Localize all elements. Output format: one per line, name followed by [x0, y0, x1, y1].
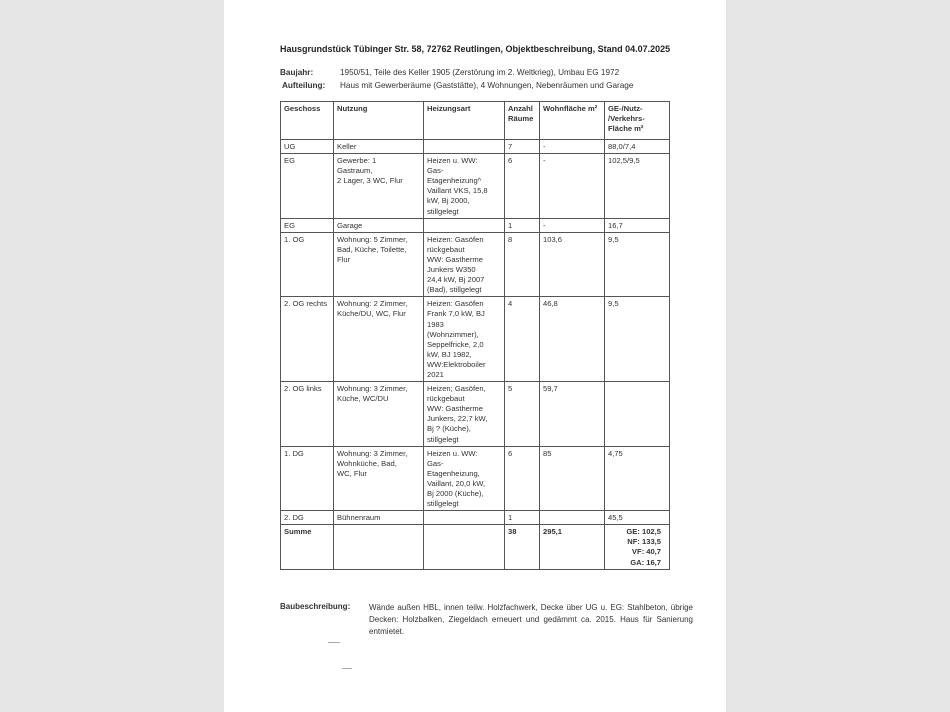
aufteilung-value: Haus mit Gewerberäume (Gaststätte), 4 Wohnungen, Nebenräumen und Garage	[340, 81, 634, 90]
cell-heizungsart: Heizen: Gasöfen Frank 7,0 kW, BJ 1983 (Wohnzimmer), Seppelfricke, 2,0 kW, BJ 1982, WW:Elektroboiler 2021	[424, 297, 505, 382]
table-row	[281, 297, 670, 382]
cell-nutzflaeche: 16,7	[605, 218, 670, 232]
cell-heizungsart: Heizen u. WW: Gas- Etagenheizung, Vaillant, 20,0 kW, Bj 2000 (Küche), stillgelegt	[424, 446, 505, 511]
document-heading: Hausgrundstück Tübinger Str. 58, 72762 Reutlingen, Objektbeschreibung, Stand 04.07.2025	[280, 44, 671, 54]
cell-raeume: 5	[505, 382, 540, 447]
summe-raeume: 38	[505, 525, 540, 569]
cell-nutzung: Garage	[334, 218, 424, 232]
cell-nutzung: Keller	[334, 140, 424, 154]
scan-speck	[328, 642, 340, 643]
header-heizungsart: Heizungsart	[424, 102, 505, 140]
summe-ge: GE: 102,5	[626, 527, 661, 537]
cell-geschoss: UG	[281, 140, 334, 154]
summe-vf: VF: 40,7	[631, 547, 661, 557]
document-page	[224, 0, 726, 712]
cell-nutzung: Bühnenraum	[334, 511, 424, 525]
summe-label: Summe	[281, 525, 334, 569]
header-geschoss: Geschoss	[281, 102, 334, 140]
summe-wohnflaeche: 295,1	[540, 525, 605, 569]
cell-heizungsart: Heizen u. WW: Gas- Etagenheizung^ Vaillant VKS, 15,8 kW, Bj 2000, stillgelegt	[424, 154, 505, 219]
cell-nutzflaeche: 9,5	[605, 232, 670, 297]
table-row	[281, 446, 670, 511]
cell-heizungsart: Heizen: Gasöfen rückgebaut WW: Gastherme Junkers W350 24,4 kW, Bj 2007 (Bad), stillgelegt	[424, 232, 505, 297]
cell-wohnflaeche: 103,6	[540, 232, 605, 297]
cell-raeume: 4	[505, 297, 540, 382]
floor-table	[280, 101, 670, 570]
table-row	[281, 218, 670, 232]
cell-nutzung: Wohnung: 5 Zimmer, Bad, Küche, Toilette, Flur	[334, 232, 424, 297]
cell-nutzflaeche: 4,75	[605, 446, 670, 511]
cell-nutzflaeche	[605, 382, 670, 447]
cell-raeume: 6	[505, 154, 540, 219]
cell-nutzflaeche: 88,0/7,4	[605, 140, 670, 154]
cell-geschoss: 1. DG	[281, 446, 334, 511]
scan-speck	[342, 668, 352, 669]
cell-wohnflaeche: -	[540, 154, 605, 219]
summe-nutzung-empty	[334, 525, 424, 569]
summe-nf: NF: 133,5	[627, 537, 661, 547]
cell-raeume: 1	[505, 511, 540, 525]
cell-geschoss: 2. OG links	[281, 382, 334, 447]
table-header-row	[281, 102, 670, 140]
baubeschreibung-text: Wände außen HBL, innen teilw. Holzfachwerk, Decke über UG u. EG: Stahlbeton, übrige Decken: Holzbalken, Ziegeldach erneuert und gedämmt ca. 2015. Haus für Sanierung entmietet.	[369, 603, 693, 636]
cell-nutzung: Wohnung: 3 Zimmer, Wohnküche, Bad, WC, Flur	[334, 446, 424, 511]
baujahr-value: 1950/51, Teile des Keller 1905 (Zerstörung im 2. Weltkrieg), Umbau EG 1972	[340, 68, 620, 77]
table-row	[281, 382, 670, 447]
cell-wohnflaeche	[540, 511, 605, 525]
header-wohnflaeche: Wohnfläche m²	[540, 102, 605, 140]
cell-raeume: 1	[505, 218, 540, 232]
cell-wohnflaeche: 85	[540, 446, 605, 511]
table-row	[281, 154, 670, 219]
cell-wohnflaeche: -	[540, 218, 605, 232]
header-anzahl-raeume: Anzahl Räume	[505, 102, 540, 140]
cell-nutzung: Wohnung: 3 Zimmer, Küche, WC/DU	[334, 382, 424, 447]
baubeschreibung-label: Baubeschreibung:	[280, 602, 351, 611]
cell-heizungsart: Heizen; Gasöfen, rückgebaut WW: Gastherme Junkers, 22,7 kW, Bj ? (Küche), stillgelegt	[424, 382, 505, 447]
cell-wohnflaeche: -	[540, 140, 605, 154]
summe-ga: GA: 16,7	[630, 557, 661, 567]
cell-geschoss: EG	[281, 154, 334, 219]
cell-wohnflaeche: 59,7	[540, 382, 605, 447]
cell-nutzung: Gewerbe: 1 Gastraum, 2 Lager, 3 WC, Flur	[334, 154, 424, 219]
summe-heizung-empty	[424, 525, 505, 569]
cell-nutzflaeche: 9,5	[605, 297, 670, 382]
cell-raeume: 8	[505, 232, 540, 297]
cell-geschoss: EG	[281, 218, 334, 232]
cell-heizungsart	[424, 218, 505, 232]
cell-geschoss: 2. DG	[281, 511, 334, 525]
cell-nutzung: Wohnung: 2 Zimmer, Küche/DU, WC, Flur	[334, 297, 424, 382]
cell-geschoss: 1. OG	[281, 232, 334, 297]
cell-raeume: 7	[505, 140, 540, 154]
baujahr-label: Baujahr:	[280, 68, 314, 77]
cell-geschoss: 2. OG rechts	[281, 297, 334, 382]
cell-wohnflaeche: 46,8	[540, 297, 605, 382]
table-row	[281, 140, 670, 154]
cell-heizungsart	[424, 140, 505, 154]
table-row	[281, 511, 670, 525]
header-nutzflaeche: GE-/Nutz- /Verkehrs- Fläche m²	[605, 102, 670, 140]
cell-nutzflaeche: 102,5/9,5	[605, 154, 670, 219]
header-nutzung: Nutzung	[334, 102, 424, 140]
table-row	[281, 232, 670, 297]
summe-nutzflaeche	[605, 525, 670, 569]
cell-nutzflaeche: 45,5	[605, 511, 670, 525]
aufteilung-label: Aufteilung:	[282, 81, 326, 90]
cell-heizungsart	[424, 511, 505, 525]
summe-row	[281, 525, 670, 569]
cell-raeume: 6	[505, 446, 540, 511]
